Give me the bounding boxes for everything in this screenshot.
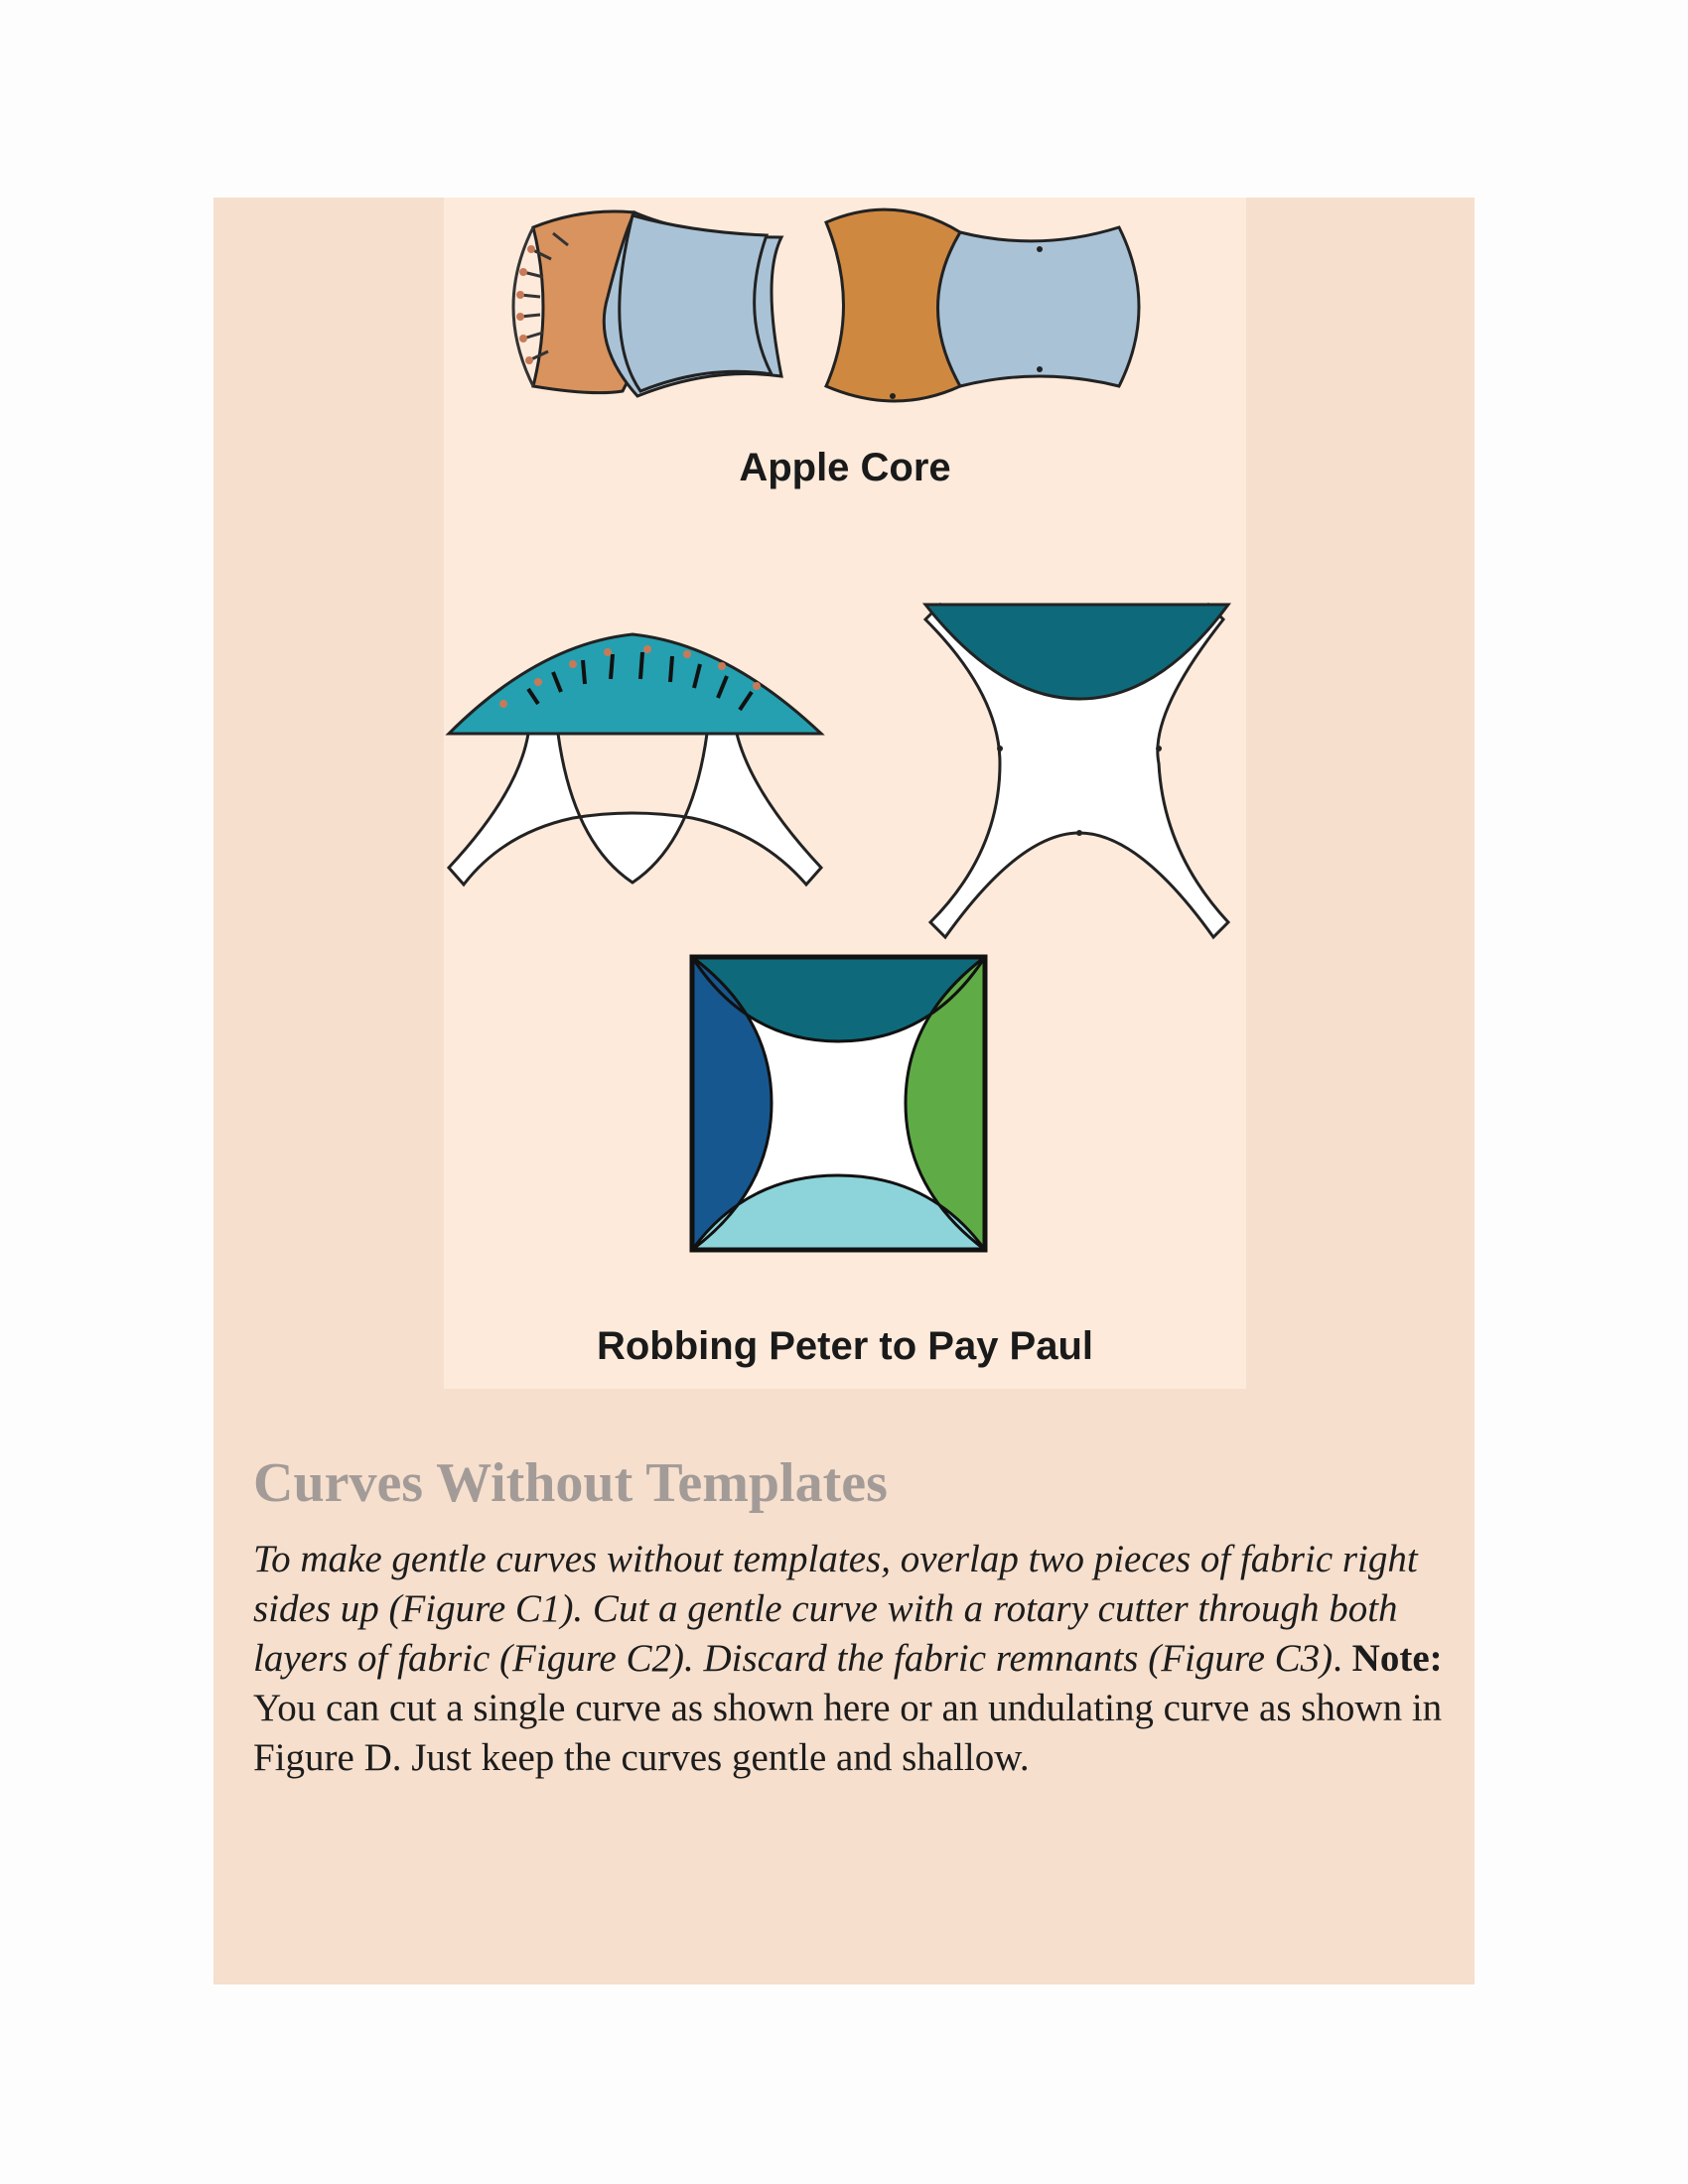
apple-core-pinned-pair	[513, 211, 781, 396]
rpp-single-piece	[925, 605, 1228, 937]
note-text: You can cut a single curve as shown here or an undulating curve as shown in Figure D. Just keep the curves gentle and shallow.	[253, 1687, 1443, 1779]
note-label: Note:	[1351, 1637, 1443, 1680]
section-body	[253, 1535, 1445, 1783]
quilt-illustration	[444, 198, 1246, 1389]
robbing-peter-caption: Robbing Peter to Pay Paul	[596, 1324, 1094, 1368]
rpp-white-piece-left	[449, 734, 821, 885]
intro-period: .	[1333, 1637, 1342, 1680]
quilt-figure	[444, 198, 1246, 1389]
intro-italic-text: To make gentle curves without templates, overlap two pieces of fabric right sides up (Figure C1). Cut a gentle curve with a rotary cutter through both layers of fabric (Figure C2). Discard the fabric remnants (Figure C3)	[253, 1538, 1418, 1680]
rpp-teal-arc	[449, 634, 821, 734]
section-heading: Curves Without Templates	[253, 1452, 888, 1514]
rpp-pinned-unit	[449, 634, 821, 885]
apple-core-caption: Apple Core	[739, 446, 951, 489]
rpp-complete-block	[692, 957, 985, 1250]
apple-core-joined-pair	[826, 209, 1139, 401]
rpp-dark-teal-arc	[925, 605, 1228, 699]
